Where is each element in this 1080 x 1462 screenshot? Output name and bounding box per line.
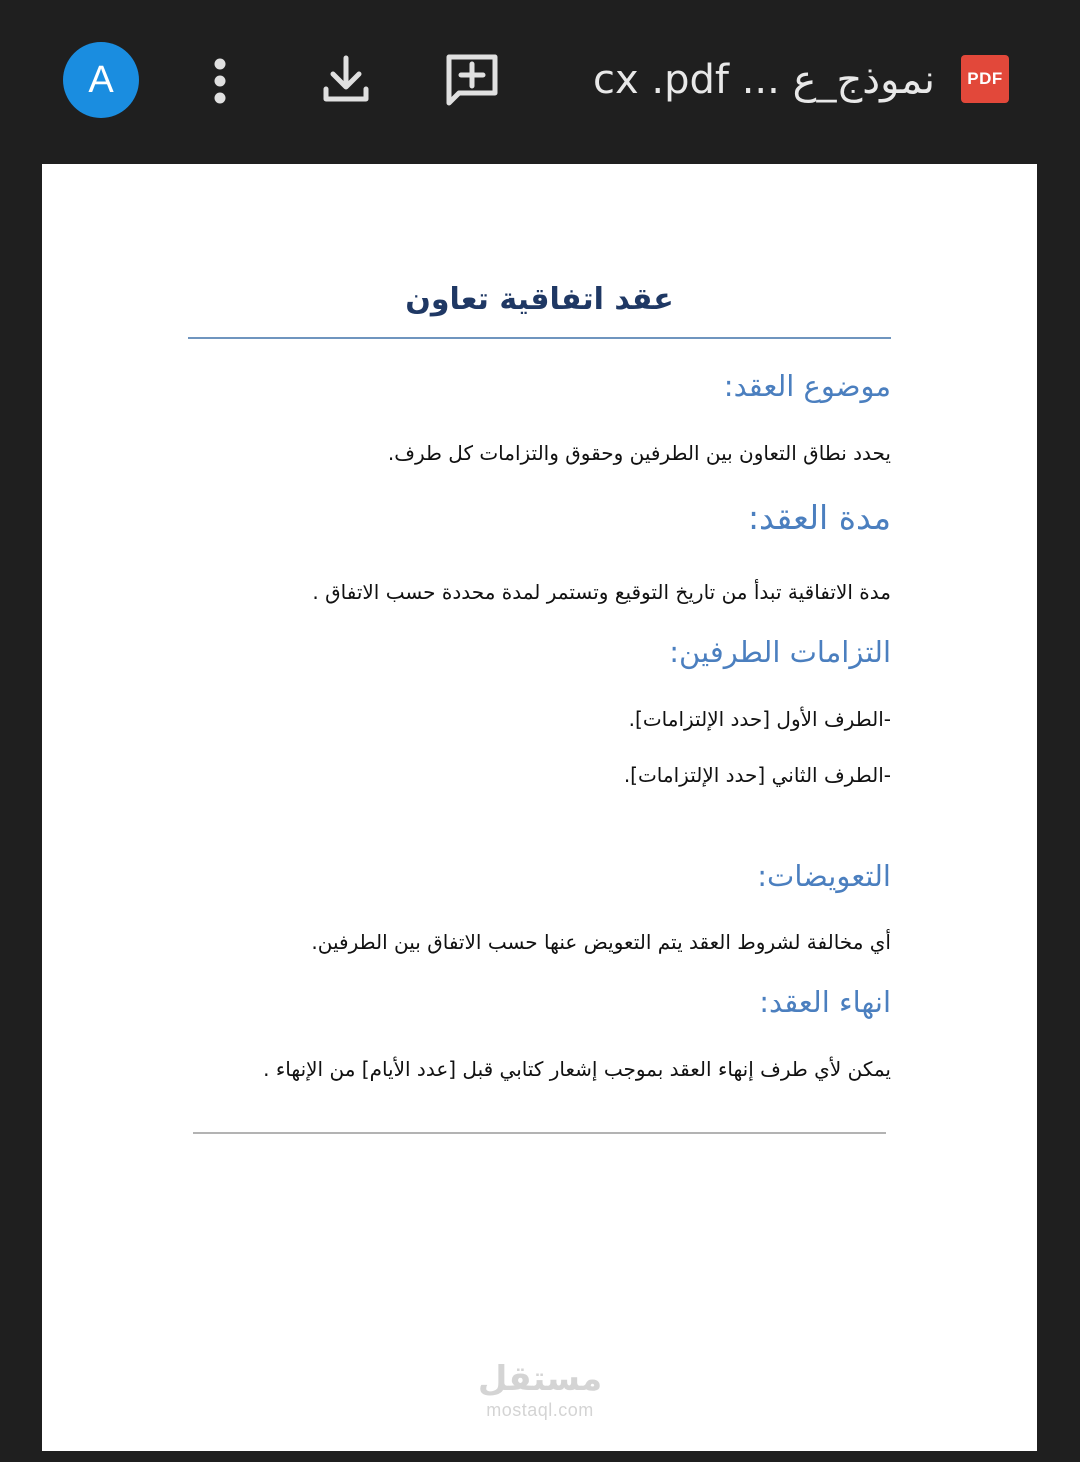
document-title: عقد اتفاقية تعاون <box>405 282 674 317</box>
download-icon[interactable] <box>320 52 372 106</box>
section-text-duration: مدة الاتفاقية تبدأ من تاريخ التوقيع وتستمر لمدة محددة حسب الاتفاق . <box>312 580 891 604</box>
pdf-page <box>42 164 1037 1451</box>
add-comment-icon[interactable] <box>443 51 501 109</box>
obligation-second-party: -الطرف الثاني [حدد الإلتزامات]. <box>623 763 891 787</box>
section-heading-duration: مدة العقد: <box>747 498 891 537</box>
obligation-first-party: -الطرف الأول [حدد الإلتزامات]. <box>628 707 891 731</box>
title-divider <box>188 337 891 339</box>
section-text-subject: يحدد نطاق التعاون بين الطرفين وحقوق والتزامات كل طرف. <box>387 441 891 465</box>
section-heading-compensation: التعويضات: <box>757 859 891 893</box>
section-text-termination: يمكن لأي طرف إنهاء العقد بموجب إشعار كتابي قبل [عدد الأيام] من الإنهاء . <box>263 1057 891 1081</box>
more-vert-icon[interactable] <box>205 56 235 106</box>
watermark-latin: mostaql.com <box>486 1400 594 1420</box>
mostaql-watermark <box>460 1359 620 1421</box>
watermark-arabic: مستقل <box>477 1359 603 1399</box>
bottom-divider <box>193 1132 886 1134</box>
section-heading-termination: انهاء العقد: <box>759 985 891 1019</box>
account-avatar[interactable]: A <box>63 42 139 118</box>
file-name-title: cx .pdf ... نموذج_ع <box>593 57 935 103</box>
section-heading-obligations: التزامات الطرفين: <box>669 635 891 669</box>
section-text-compensation: أي مخالفة لشروط العقد يتم التعويض عنها حسب الاتفاق بين الطرفين. <box>311 930 891 954</box>
viewer-toolbar <box>0 0 1080 164</box>
section-heading-subject: موضوع العقد: <box>723 369 891 403</box>
pdf-file-icon: PDF <box>961 55 1009 103</box>
